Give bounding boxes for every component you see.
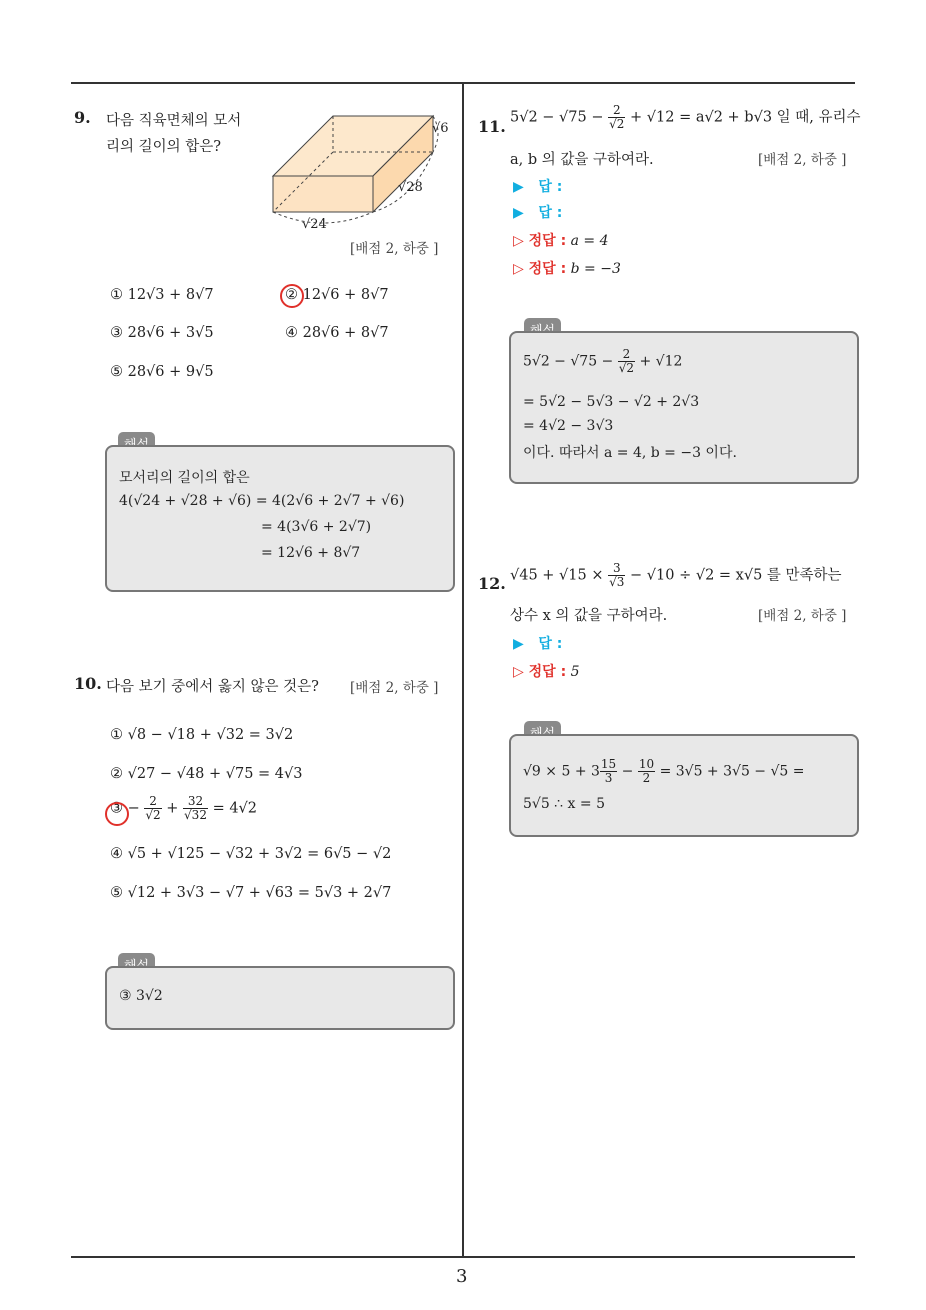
- q9-dim-bottom: √24: [302, 217, 327, 232]
- q10-number: 10.: [74, 674, 102, 693]
- q10-opt3-frac1: $\frac{2}{√2}$: [145, 794, 161, 822]
- q11-tag: [배점 2, 하중 ]: [758, 152, 847, 168]
- q11-sol-line4: 이다. 따라서 a = 4, b = −3 이다.: [523, 445, 737, 461]
- q11-correct-row-1: ▷ 정답 : a = 4: [513, 233, 609, 249]
- q11-sol-line1: 5√2 − √75 − $\frac{2}{√2}$ + √12: [523, 347, 683, 375]
- q11-answer-row-2[interactable]: ▶ 답 :: [513, 205, 563, 221]
- q9-dim-top: √6: [432, 121, 449, 136]
- q12-sol-frac2: $\frac{10}{2}$: [638, 757, 655, 785]
- q9-option-5[interactable]: ⑤ 28√6 + 9√5: [110, 364, 214, 380]
- q11-sol-line3: = 4√2 − 3√3: [523, 418, 614, 434]
- q9-option-1[interactable]: ① 12√3 + 8√7: [110, 287, 214, 303]
- q9-sol-line2: 4(√24 + √28 + √6) = 4(2√6 + 2√7 + √6): [119, 493, 405, 509]
- q10-tag: [배점 2, 하중 ]: [350, 680, 439, 696]
- q9-selected-mark: [280, 284, 304, 308]
- q10-sol-line: ③ 3√2: [119, 988, 163, 1004]
- q10-option-5[interactable]: ⑤ √12 + 3√3 − √7 + √63 = 5√3 + 2√7: [110, 885, 392, 901]
- q12-equation: √45 + √15 × $\frac{3}{√3}$ − √10 ÷ √2 = x√5 를 만족하는: [510, 561, 842, 589]
- q12-number: 12.: [478, 574, 506, 593]
- q10-opt3-result: = 4√2: [212, 800, 258, 817]
- q11-sol-fraction: $\frac{2}{√2}$: [618, 347, 635, 375]
- q9-dim-side: √28: [398, 180, 423, 195]
- q9-tag: [배점 2, 하중 ]: [350, 241, 439, 257]
- q10-text: 다음 보기 중에서 옳지 않은 것은?: [106, 679, 319, 695]
- q9-sol-line1: 모서리의 길이의 합은: [119, 470, 250, 486]
- q12-sol-frac1: $\frac{15}{3}$: [600, 757, 617, 785]
- q12-solution-box: [509, 734, 859, 837]
- q12-line2: 상수 x 의 값을 구하여라.: [510, 608, 668, 624]
- q9-option-2[interactable]: ② 12√6 + 8√7: [285, 287, 389, 303]
- q12-answer-row[interactable]: ▶ 답 :: [513, 636, 563, 652]
- q12-tag: [배점 2, 하중 ]: [758, 608, 847, 624]
- q11-fraction: $\frac{2}{√2}$: [609, 103, 625, 131]
- q11-answer-row-1[interactable]: ▶ 답 :: [513, 179, 563, 195]
- q12-fraction: $\frac{3}{√3}$: [609, 561, 625, 589]
- column-divider: [462, 83, 464, 1258]
- q11-sol-line2: = 5√2 − 5√3 − √2 + 2√3: [523, 394, 700, 410]
- q12-correct-row: ▷ 정답 : 5: [513, 664, 580, 680]
- q10-opt3-num: ③: [110, 800, 123, 817]
- q9-sol-line4: = 12√6 + 8√7: [261, 545, 361, 561]
- q12-sol-line2: 5√5 ∴ x = 5: [523, 796, 605, 812]
- q9-sol-line3: = 4(3√6 + 2√7): [261, 519, 372, 535]
- q9-text-line2: 리의 길이의 합은?: [106, 139, 222, 155]
- q9-number: 9.: [74, 108, 91, 127]
- q9-option-3[interactable]: ③ 28√6 + 3√5: [110, 325, 214, 341]
- q10-option-4[interactable]: ④ √5 + √125 − √32 + 3√2 = 6√5 − √2: [110, 846, 392, 862]
- q10-option-3[interactable]: [110, 795, 257, 822]
- q10-opt3-plus: +: [166, 800, 179, 817]
- q10-selected-mark: [105, 802, 129, 826]
- q9-text-line1: 다음 직육면체의 모서: [106, 113, 242, 129]
- bottom-rule: [71, 1256, 855, 1258]
- q9-option-4[interactable]: ④ 28√6 + 8√7: [285, 325, 389, 341]
- q11-number: 11.: [478, 117, 506, 136]
- page-number: 3: [456, 1266, 468, 1287]
- q11-line2: a, b 의 값을 구하여라.: [510, 152, 654, 168]
- q11-correct-row-2: ▷ 정답 : b = −3: [513, 261, 621, 277]
- q10-opt3-minus: −: [127, 800, 140, 817]
- q10-option-2[interactable]: ② √27 − √48 + √75 = 4√3: [110, 766, 303, 782]
- q10-opt3-frac2: $\frac{32}{√32}$: [184, 794, 207, 822]
- q10-option-1[interactable]: ① √8 − √18 + √32 = 3√2: [110, 727, 294, 743]
- q12-sol-line1: √9 × 5 + 3 $\frac{15}{3}$ − $\frac{10}{2}$ = 3√5 + 3√5 − √5 =: [523, 757, 805, 785]
- q11-equation: 5√2 − √75 − $\frac{2}{√2}$ + √12 = a√2 + b√3 일 때, 유리수: [510, 103, 861, 131]
